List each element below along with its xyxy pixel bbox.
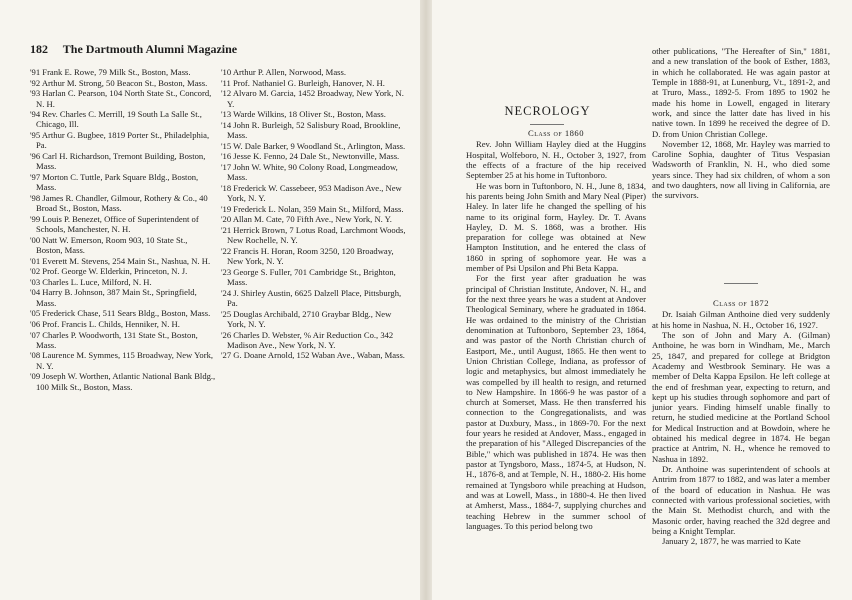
list-item: '23 George S. Fuller, 701 Cambridge St., Brighton, Mass. [221,266,396,288]
running-header [30,42,410,57]
list-item: '06 Prof. Francis L. Childs, Henniker, N. H. [30,318,180,329]
list-item: '19 Frederick L. Nolan, 359 Main St., Milford, Mass. [221,203,404,214]
paragraph: November 12, 1868, Mr. Hayley was married to Caroline Sophia, daughter of Titus Vespasian Wadsworth of Franklin, N. H., who died some years since. They had six children, of whom a son and two daughters, now all living in California, are the survivors. [652,138,830,201]
class-heading-1872: Class of 1872 [712,298,770,308]
list-item: '09 Joseph W. Worthen, Atlantic National Bank Bldg., 100 Milk St., Boston, Mass. [30,371,216,392]
list-item: '14 John R. Burleigh, 52 Salisbury Road, Brookline, Mass. [221,119,401,141]
list-item: '05 Frederick Chase, 511 Sears Bldg., Boston, Mass. [30,308,211,319]
list-item: '25 Douglas Archibald, 2710 Graybar Bldg., New York, N. Y. [221,308,392,329]
paragraph: other publications, "The Hereafter of Sin," 1881, and a new translation of the book of Esther, 1883, in which he collaborated. He was again pastor at Temple in 1888-91, at Lunenburg, Vt., 1891-2, and at Truro, Mass., 1892-5. From 1895 to 1902 he made his home in Lowell, engaged in literary work, and since the latter date has lived in his native town. In 1899 he received the degree of D. D. from Union Christian College. [652,46,830,139]
necrology-column-a [466,128,646,531]
list-item: '01 Everett M. Stevens, 254 Main St., Nashua, N. H. [30,255,211,266]
list-item: '22 Francis H. Horan, Room 3250, 120 Broadway, New York, N. Y. [221,245,394,267]
necrology-column-b-top [652,46,830,201]
list-item: '18 Frederick W. Cassebeer, 953 Madison Ave., New York, N. Y. [221,182,402,204]
list-item: '95 Arthur G. Bugbee, 1819 Porter St., Philadelphia, Pa. [30,130,210,151]
list-item: '02 Prof. George W. Elderkin, Princeton, N. J. [30,266,188,277]
book-gutter [420,0,432,600]
list-item: '17 John W. White, 90 Colony Road, Longmeadow, Mass. [221,161,398,183]
list-item: '00 Natt W. Emerson, Room 903, 10 State St., Boston, Mass. [30,234,188,255]
paragraph: For the first year after graduation he was principal of Christian Institute, Andover, N. H., and for the next three years he was a student at Andover Theological Seminary, where he graduated in 1864. He was ordained to the ministry of the Christian denomination at Tuftonboro, September 23, 1864, and was pastor of the North Christian church of Eastport, Me., until August, 1865. He then went to Union Christian College, Indiana, as professor of logic and metaphysics, but almost immediately he was compelled by ill health to resign, and returned to New Hampshire. In 1866-9 he was pastor of a church at Somerset, Mass. He then transferred his connection to the Congregationalists, and was pastor at Duxbury, Mass., in 1869-70. For the next four years he resided at Andover, Mass., engaged in the preparation of his "Alleged Discrepancies of the Bible," which was published in 1874. He was then pastor at Tyngsboro, Mass., 1874-5, at Hudson, N. H., 1876-8, and at Temple, N. H., 1880-2. His home remained at Tyngsboro while preaching at Hudson, and was at Lowell, Mass., in 1880-4. He then lived at Amherst, Mass., 1884-7, supplying churches and teaching Hebrew in the summer school of languages. To this period belong two [466,273,646,531]
class-secretaries-list-b [221,67,408,361]
list-item: '24 J. Shirley Austin, 6625 Dalzell Place, Pittsburgh, Pa. [221,287,402,309]
divider [530,124,564,125]
list-item: '03 Charles L. Luce, Milford, N. H. [30,276,152,287]
class-secretaries-list-a [30,67,216,392]
list-item: '27 G. Doane Arnold, 152 Waban Ave., Waban, Mass. [221,350,405,361]
class-heading-1860: Class of 1860 [527,128,585,138]
list-item: '97 Morton C. Tuttle, Park Square Bldg., Boston, Mass. [30,171,199,193]
list-item: '11 Prof. Nathaniel G. Burleigh, Hanover, N. H. [221,77,385,88]
paragraph: He was born in Tuftonboro, N. H., June 8, 1834, his parents being John Smith and Mary Neal (Piper) Haley. In later life he changed the spelling of his name to its original form, Hayley. Dr. T. Avans Hayley, D. M. S. 1868, was a brother. His preparation for college was obtained at New Hampton Institution, and he entered the class of 1860 in spring of sophomore year. He was a member of Psi Upsilon and Phi Beta Kappa. [466,180,646,274]
list-item: '10 Arthur P. Allen, Norwood, Mass. [221,67,346,77]
paragraph: The son of John and Mary A. (Gilman) Anthoine, he was born in Windham, Me., March 25, 1847, and prepared for college at Bridgton Academy and Westbrook Seminary. He was a member of Delta Kappa Epsilon. He left college at the end of freshman year, expecting to return, and kept up his studies through sophomore and part of junior years. Finding himself unable finally to return, he studied medicine at the Portland School for Medical Instruction and at Bowdoin, where he obtained his medical degree in 1874. He began practice at Antrim, N. H., whence he removed to Nashua in 1892. [652,329,830,464]
list-item: '93 Harlan C. Pearson, 104 North State St., Concord, N. H. [30,88,212,109]
page-number: 182 [30,42,48,56]
list-item: '98 James R. Chandler, Gilmour, Rothery & Co., 40 Broad St., Boston, Mass. [30,192,208,214]
list-item: '92 Arthur M. Strong, 50 Beacon St., Boston, Mass. [30,77,208,88]
paragraph: Dr. Anthoine was superintendent of schools at Antrim from 1877 to 1882, and was later a member of the board of education in Nashua. He was connected with various professional societies, with the Main St. Methodist church, and with the Masonic order, having reached the 32d degree and being a Knight Templar. [652,464,830,536]
list-item: '07 Charles P. Woodworth, 131 State St., Boston, Mass. [30,329,198,350]
list-item: '99 Louis P. Benezet, Office of Superintendent of Schools, Manchester, N. H. [30,213,199,235]
list-item: '16 Jesse K. Fenno, 24 Dale St., Newtonville, Mass. [221,151,400,162]
list-item: '13 Warde Wilkins, 18 Oliver St., Boston, Mass. [221,109,386,120]
list-item: '21 Herrick Brown, 7 Lotus Road, Larchmont Woods, New Rochelle, N. Y. [221,224,406,246]
list-item: '15 W. Dale Barker, 9 Woodland St., Arlington, Mass. [221,140,406,151]
list-item: '26 Charles D. Webster, % Air Reduction Co., 342 Madison Ave., New York, N. Y. [221,329,394,350]
divider [724,283,758,284]
list-item: '96 Carl H. Richardson, Tremont Building, Boston, Mass. [30,150,206,172]
paragraph: Dr. Isaiah Gilman Anthoine died very suddenly at his home in Nashua, N. H., October 16, 1927. [652,309,830,330]
list-item: '20 Allan M. Cate, 70 Fifth Ave., New York, N. Y. [221,214,392,225]
magazine-title: The Dartmouth Alumni Magazine [62,42,238,56]
paragraph: January 2, 1877, he was married to Kate [662,536,801,547]
list-item: '12 Alvaro M. Garcia, 1452 Broadway, New York, N. Y. [221,88,404,109]
necrology-column-b [652,298,830,547]
necrology-heading: NECROLOGY [504,104,591,118]
list-item: '91 Frank E. Rowe, 79 Milk St., Boston, Mass. [30,67,191,77]
paragraph: Rev. John William Hayley died at the Huggins Hospital, Wolfeboro, N. H., October 3, 1927, from the effects of a fracture of the hip received September 25 at his home in Tuftonboro. [466,139,646,181]
list-item: '04 Harry B. Johnson, 387 Main St., Springfield, Mass. [30,287,197,308]
list-item: '94 Rev. Charles C. Merrill, 19 South La Salle St., Chicago, Ill. [30,109,202,130]
list-item: '08 Laurence M. Symmes, 115 Broadway, New York, N. Y. [30,350,214,371]
